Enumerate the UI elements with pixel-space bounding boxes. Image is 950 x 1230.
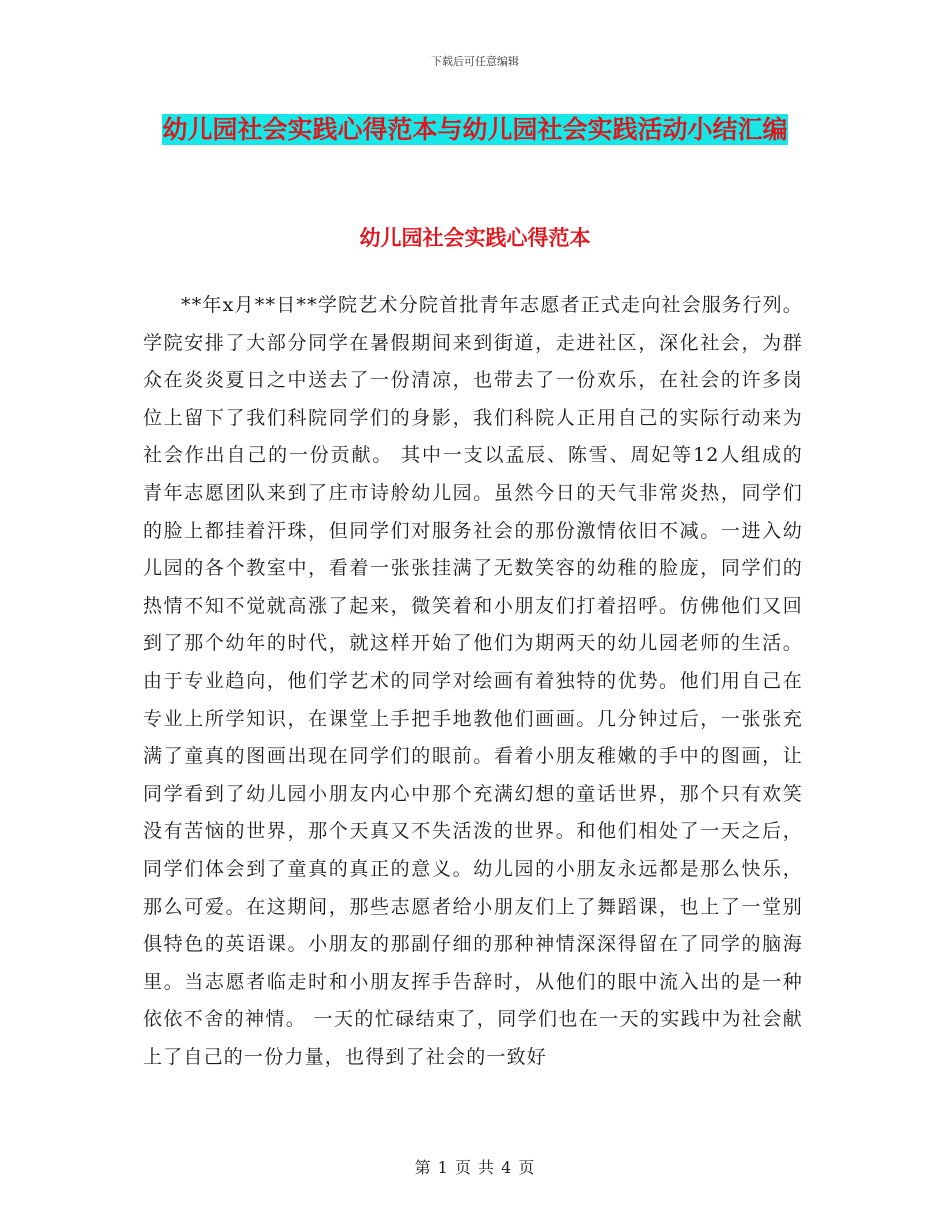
section-title: 幼儿园社会实践心得范本 <box>359 226 591 250</box>
page-footer: 第 1 页 共 4 页 <box>414 1158 536 1177</box>
document-title-text: 幼儿园社会实践心得范本与幼儿园社会实践活动小结汇编 <box>162 115 788 144</box>
body-paragraph: **年x月**日**学院艺术分院首批青年志愿者正式走向社会服务行列。学院安排了大部分同学在暑假期间来到街道，走进社区，深化社会，为群众在炎炎夏日之中送去了一份清凉，也带去了一份欢乐，在社会的许多岗位上留下了我们科院同学们的身影，我们科院人正用自己的实际行动来为社会作出自己的一份贡献。 其中一支以孟辰、陈雪、周妃等12人组成的青年志愿团队来到了庄市诗舲幼儿园。虽然今日的天气非常炎热，同学们的脸上都挂着汗珠，但同学们对服务社会的那份激情依旧不减。一进入幼儿园的各个教室中，看着一张张挂满了无数笑容的幼稚的脸庞，同学们的热情不知不觉就高涨了起来，微笑着和小朋友们打着招呼。仿佛他们又回到了那个幼年的时代，就这样开始了他们为期两天的幼儿园老师的生活。 由于专业趋向，他们学艺术的同学对绘画有着独特的优势。他们用自己在专业上所学知识，在课堂上手把手地教他们画画。几分钟过后，一张张充满了童真的图画出现在同学们的眼前。看着小朋友稚嫩的手中的图画，让同学看到了幼儿园小朋友内心中那个充满幻想的童话世界，那个只有欢笑没有苦恼的世界，那个天真又不失活泼的世界。和他们相处了一天之后，同学们体会到了童真的真正的意义。幼儿园的小朋友永远都是那么快乐，那么可爱。在这期间，那些志愿者给小朋友们上了舞蹈课，也上了一堂别俱特色的英语课。小朋友的那副仔细的那种神情深深得留在了同学的脑海里。当志愿者临走时和小朋友挥手告辞时，从他们的眼中流入出的是一种依依不舍的神情。 一天的忙碌结束了，同学们也在一天的实践中为社会献上了自己的一份力量，也得到了社会的一致好 <box>143 294 803 1068</box>
header-note: 下载后可任意编辑 <box>431 55 519 68</box>
document-title <box>150 110 800 150</box>
